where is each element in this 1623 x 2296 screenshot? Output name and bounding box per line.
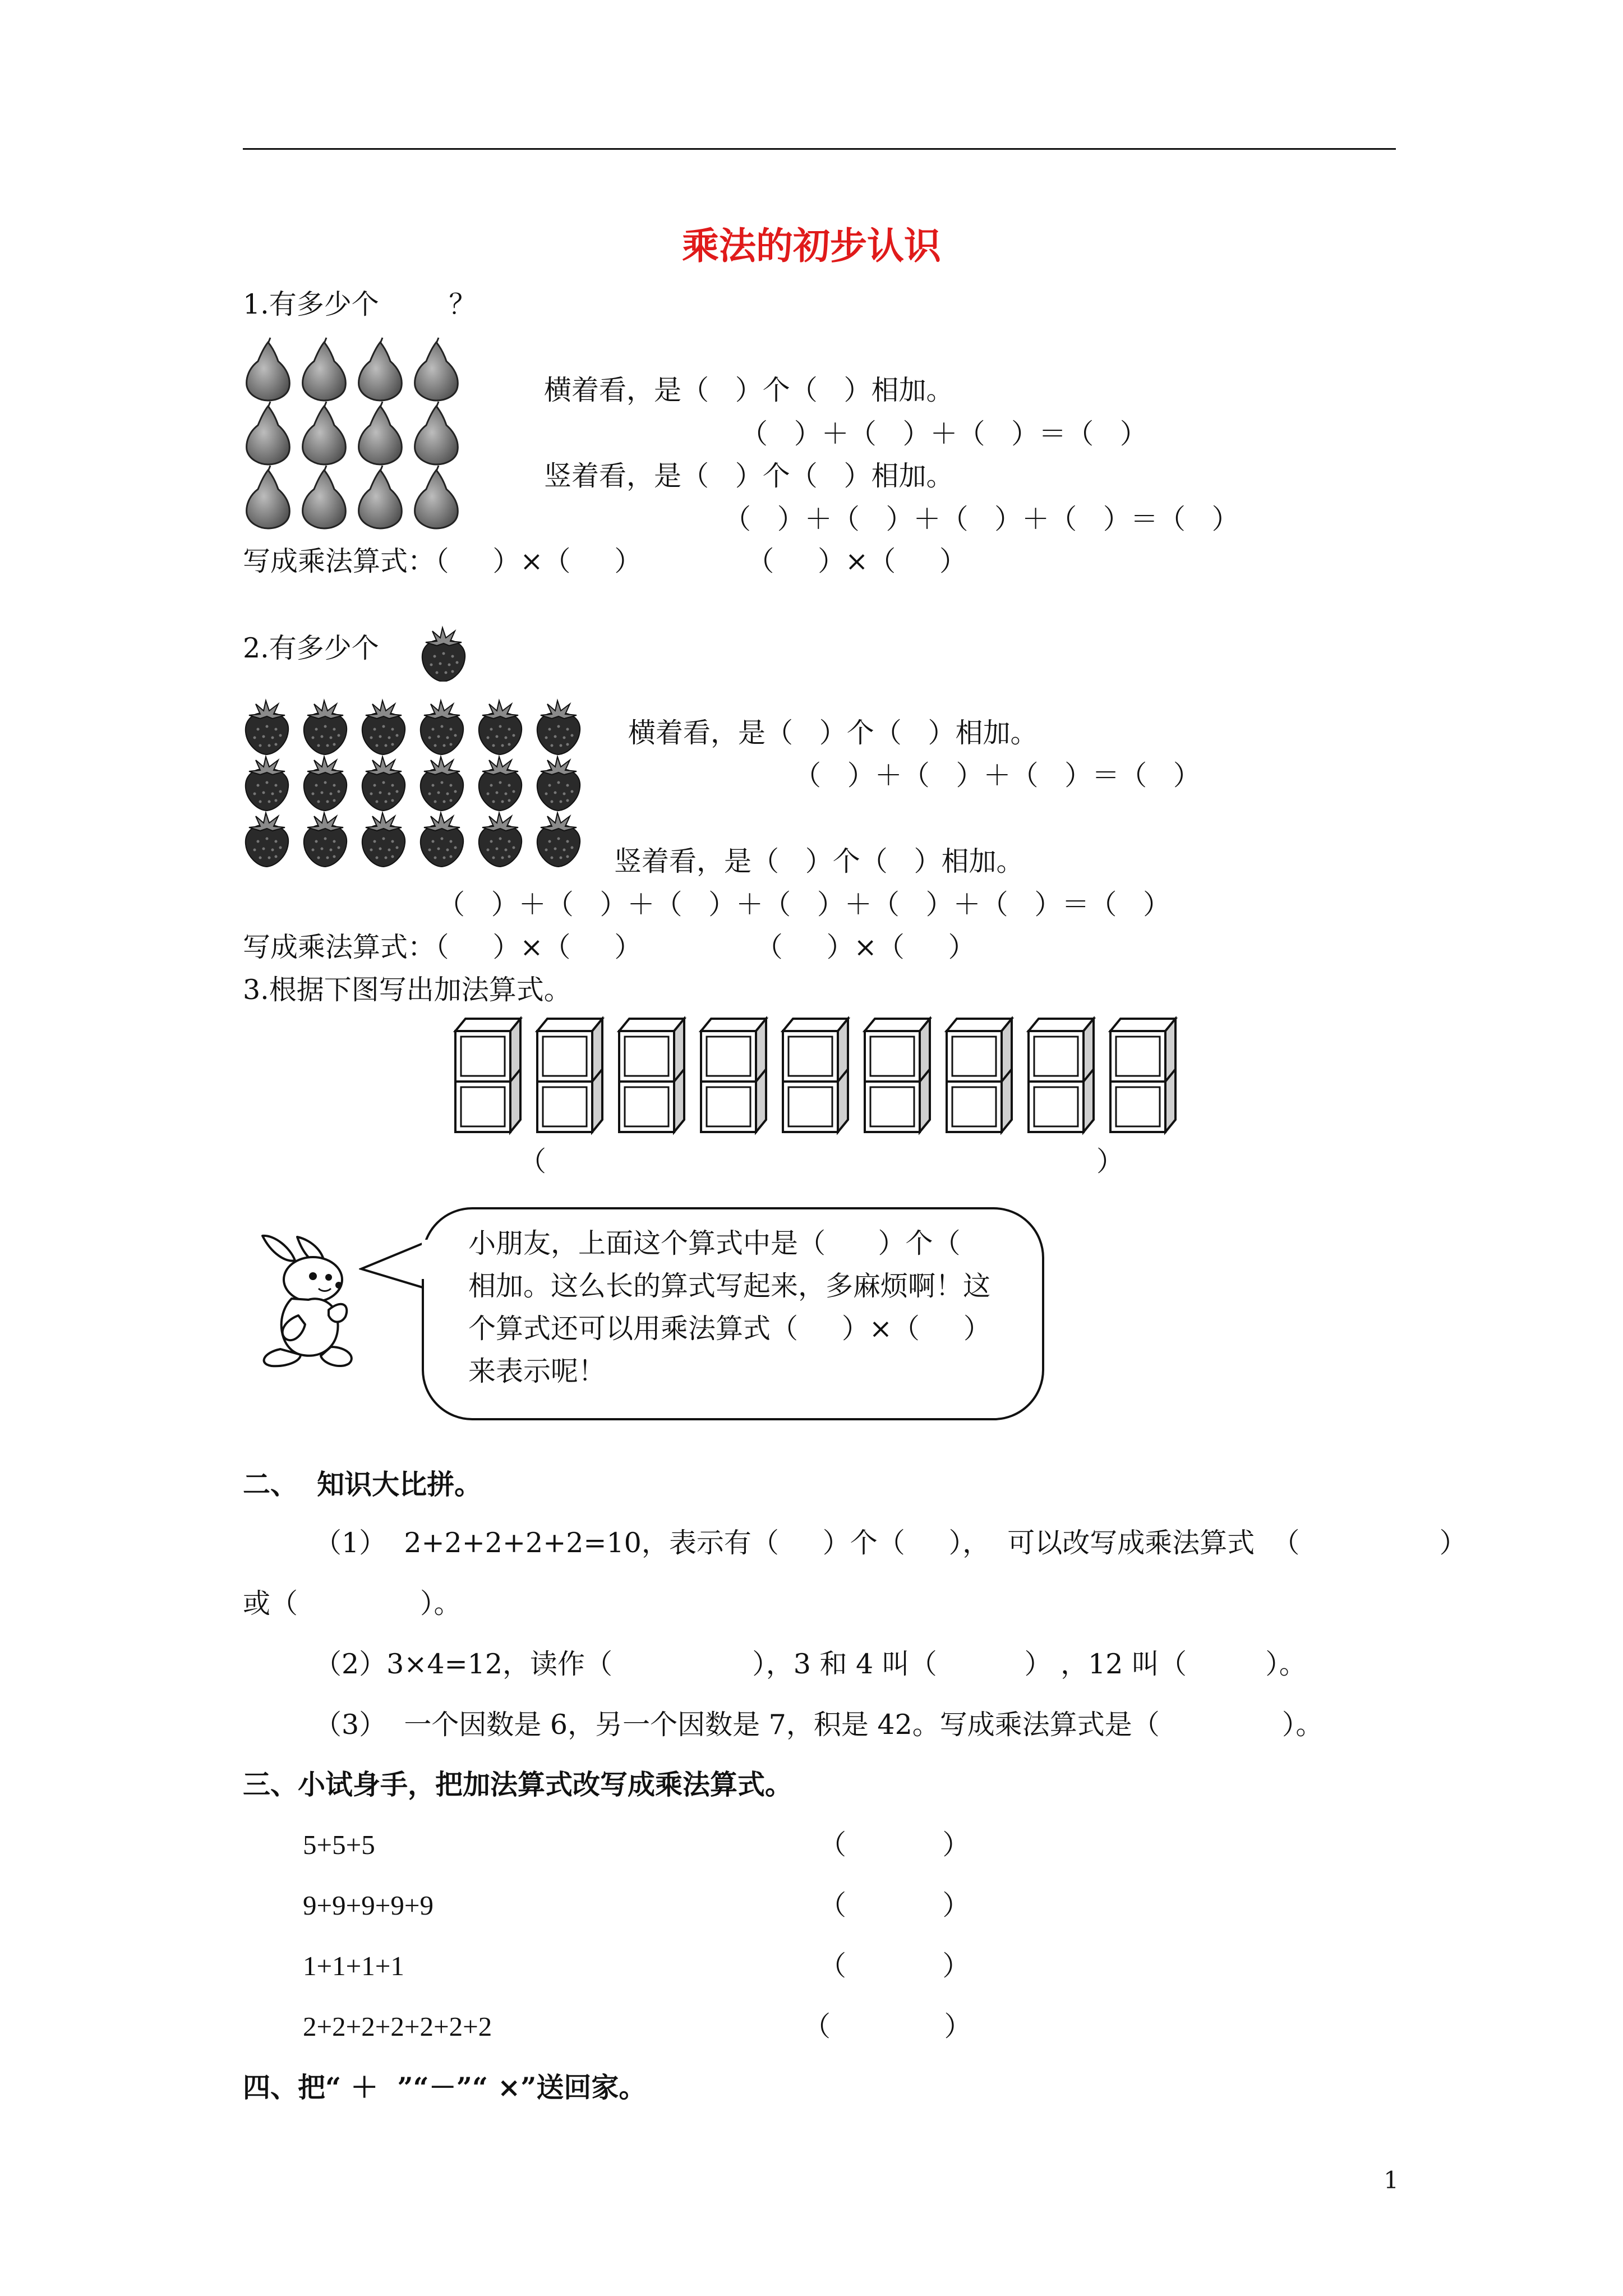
section3-heading: 三、小试身手，把加法算式改写成乘法算式。 (243, 1768, 793, 1801)
section3-answer: （ ） (803, 2010, 972, 2042)
section2-item2: （2）3×4=12，读作（ ），3 和 4 叫（ ） ，12 叫（ ）。 (314, 1648, 1307, 1680)
pear-icon (247, 402, 290, 464)
pear-icon (415, 402, 458, 464)
section3-answer: （ ） (819, 1950, 970, 1982)
q2-vertical-equation: （ ）＋（ ）＋（ ）＋（ ）＋（ ）＋（ ）＝（ ） (437, 889, 1171, 921)
bubble-line-1: 小朋友，上面这个算式中是（ ）个（ (468, 1227, 961, 1259)
section2-heading: 二、 知识大比拼。 (243, 1468, 482, 1501)
q2-horizontal-text: 横着看，是（ ）个（ ）相加。 (628, 717, 1038, 749)
cube-stack-icon (537, 1019, 602, 1132)
q1-vertical-equation: （ ）＋（ ）＋（ ）＋（ ）＝（ ） (723, 503, 1239, 535)
pear-icon (303, 402, 346, 464)
section4-heading: 四、把“ ＋ ”“－”“ ×”送回家。 (243, 2071, 647, 2104)
bubble-line-3: 个算式还可以用乘法算式（ ）×（ ） (468, 1313, 991, 1345)
q2-vertical-text: 竖着看，是（ ）个（ ）相加。 (614, 845, 1024, 877)
page-title: 乘法的初步认识 (682, 224, 941, 268)
strawberry-grid (241, 698, 600, 884)
section3-expr: 1+1+1+1 (303, 1950, 404, 1981)
q3-heading: 3.根据下图写出加法算式。 (243, 974, 571, 1006)
cube-stack-icon (865, 1019, 930, 1132)
q1-heading: 1.有多少个 ？ (243, 288, 477, 320)
q1-horizontal-text: 横着看，是（ ）个（ ）相加。 (544, 374, 954, 406)
cube-stack-icon (455, 1019, 520, 1132)
header-rule (243, 148, 1396, 150)
section3-answer: （ ） (819, 1829, 970, 1861)
q3-paren-close: ） (1096, 1145, 1124, 1177)
section2-item3: （3） 一个因数是 6，另一个因数是 7，积是 42。写成乘法算式是（ ）。 (314, 1709, 1324, 1741)
q2-multiplication: 写成乘法算式：（ ）×（ ） （ ）×（ ） (243, 931, 976, 963)
bubble-tail (359, 1223, 432, 1301)
q3-paren-open: （ (519, 1145, 547, 1177)
section3-answer: （ ） (819, 1889, 970, 1921)
q1-vertical-text: 竖着看，是（ ）个（ ）相加。 (544, 460, 954, 492)
bubble-tail-cover (422, 1234, 433, 1285)
pear-icon (247, 338, 290, 401)
pear-icon (415, 338, 458, 401)
cube-stack-icon (1029, 1019, 1094, 1132)
pear-grid (241, 337, 488, 533)
bubble-line-2: 相加。这么长的算式写起来，多麻烦啊！这 (468, 1270, 991, 1302)
section3-expr: 5+5+5 (303, 1829, 375, 1860)
q2-heading: 2.有多少个 (243, 632, 379, 664)
cube-stack-icon (701, 1019, 766, 1132)
pear-icon (359, 338, 402, 401)
q1-multiplication: 写成乘法算式：（ ）×（ ） （ ）×（ ） (243, 545, 967, 577)
q1-horizontal-equation: （ ）＋（ ）＋（ ）＝（ ） (740, 418, 1147, 450)
pear-icon (303, 466, 346, 528)
strawberry-icon (418, 625, 468, 682)
section2-item1-cont: 或（ ）。 (243, 1588, 462, 1619)
section3-expr: 9+9+9+9+9 (303, 1890, 434, 1921)
pear-icon (359, 466, 402, 528)
pear-icon (415, 466, 458, 528)
cube-stack-icon (619, 1019, 684, 1132)
bubble-line-4: 来表示呢！ (468, 1355, 606, 1387)
cube-stack-icon (947, 1019, 1012, 1132)
section2-item1: （1） 2+2+2+2+2=10，表示有（ ）个（ ）， 可以改写成乘法算式 （ ） (314, 1527, 1467, 1559)
section3-expr: 2+2+2+2+2+2+2 (303, 2011, 492, 2042)
cube-row (453, 1016, 1182, 1140)
rabbit-icon (247, 1231, 365, 1377)
pear-icon (359, 402, 402, 464)
pear-icon (303, 338, 346, 401)
cube-stack-icon (783, 1019, 848, 1132)
q2-horizontal-equation: （ ）＋（ ）＋（ ）＝（ ） (794, 760, 1201, 792)
page-number: 1 (1384, 2166, 1399, 2194)
cube-stack-icon (1110, 1019, 1175, 1132)
pear-icon (247, 466, 290, 528)
